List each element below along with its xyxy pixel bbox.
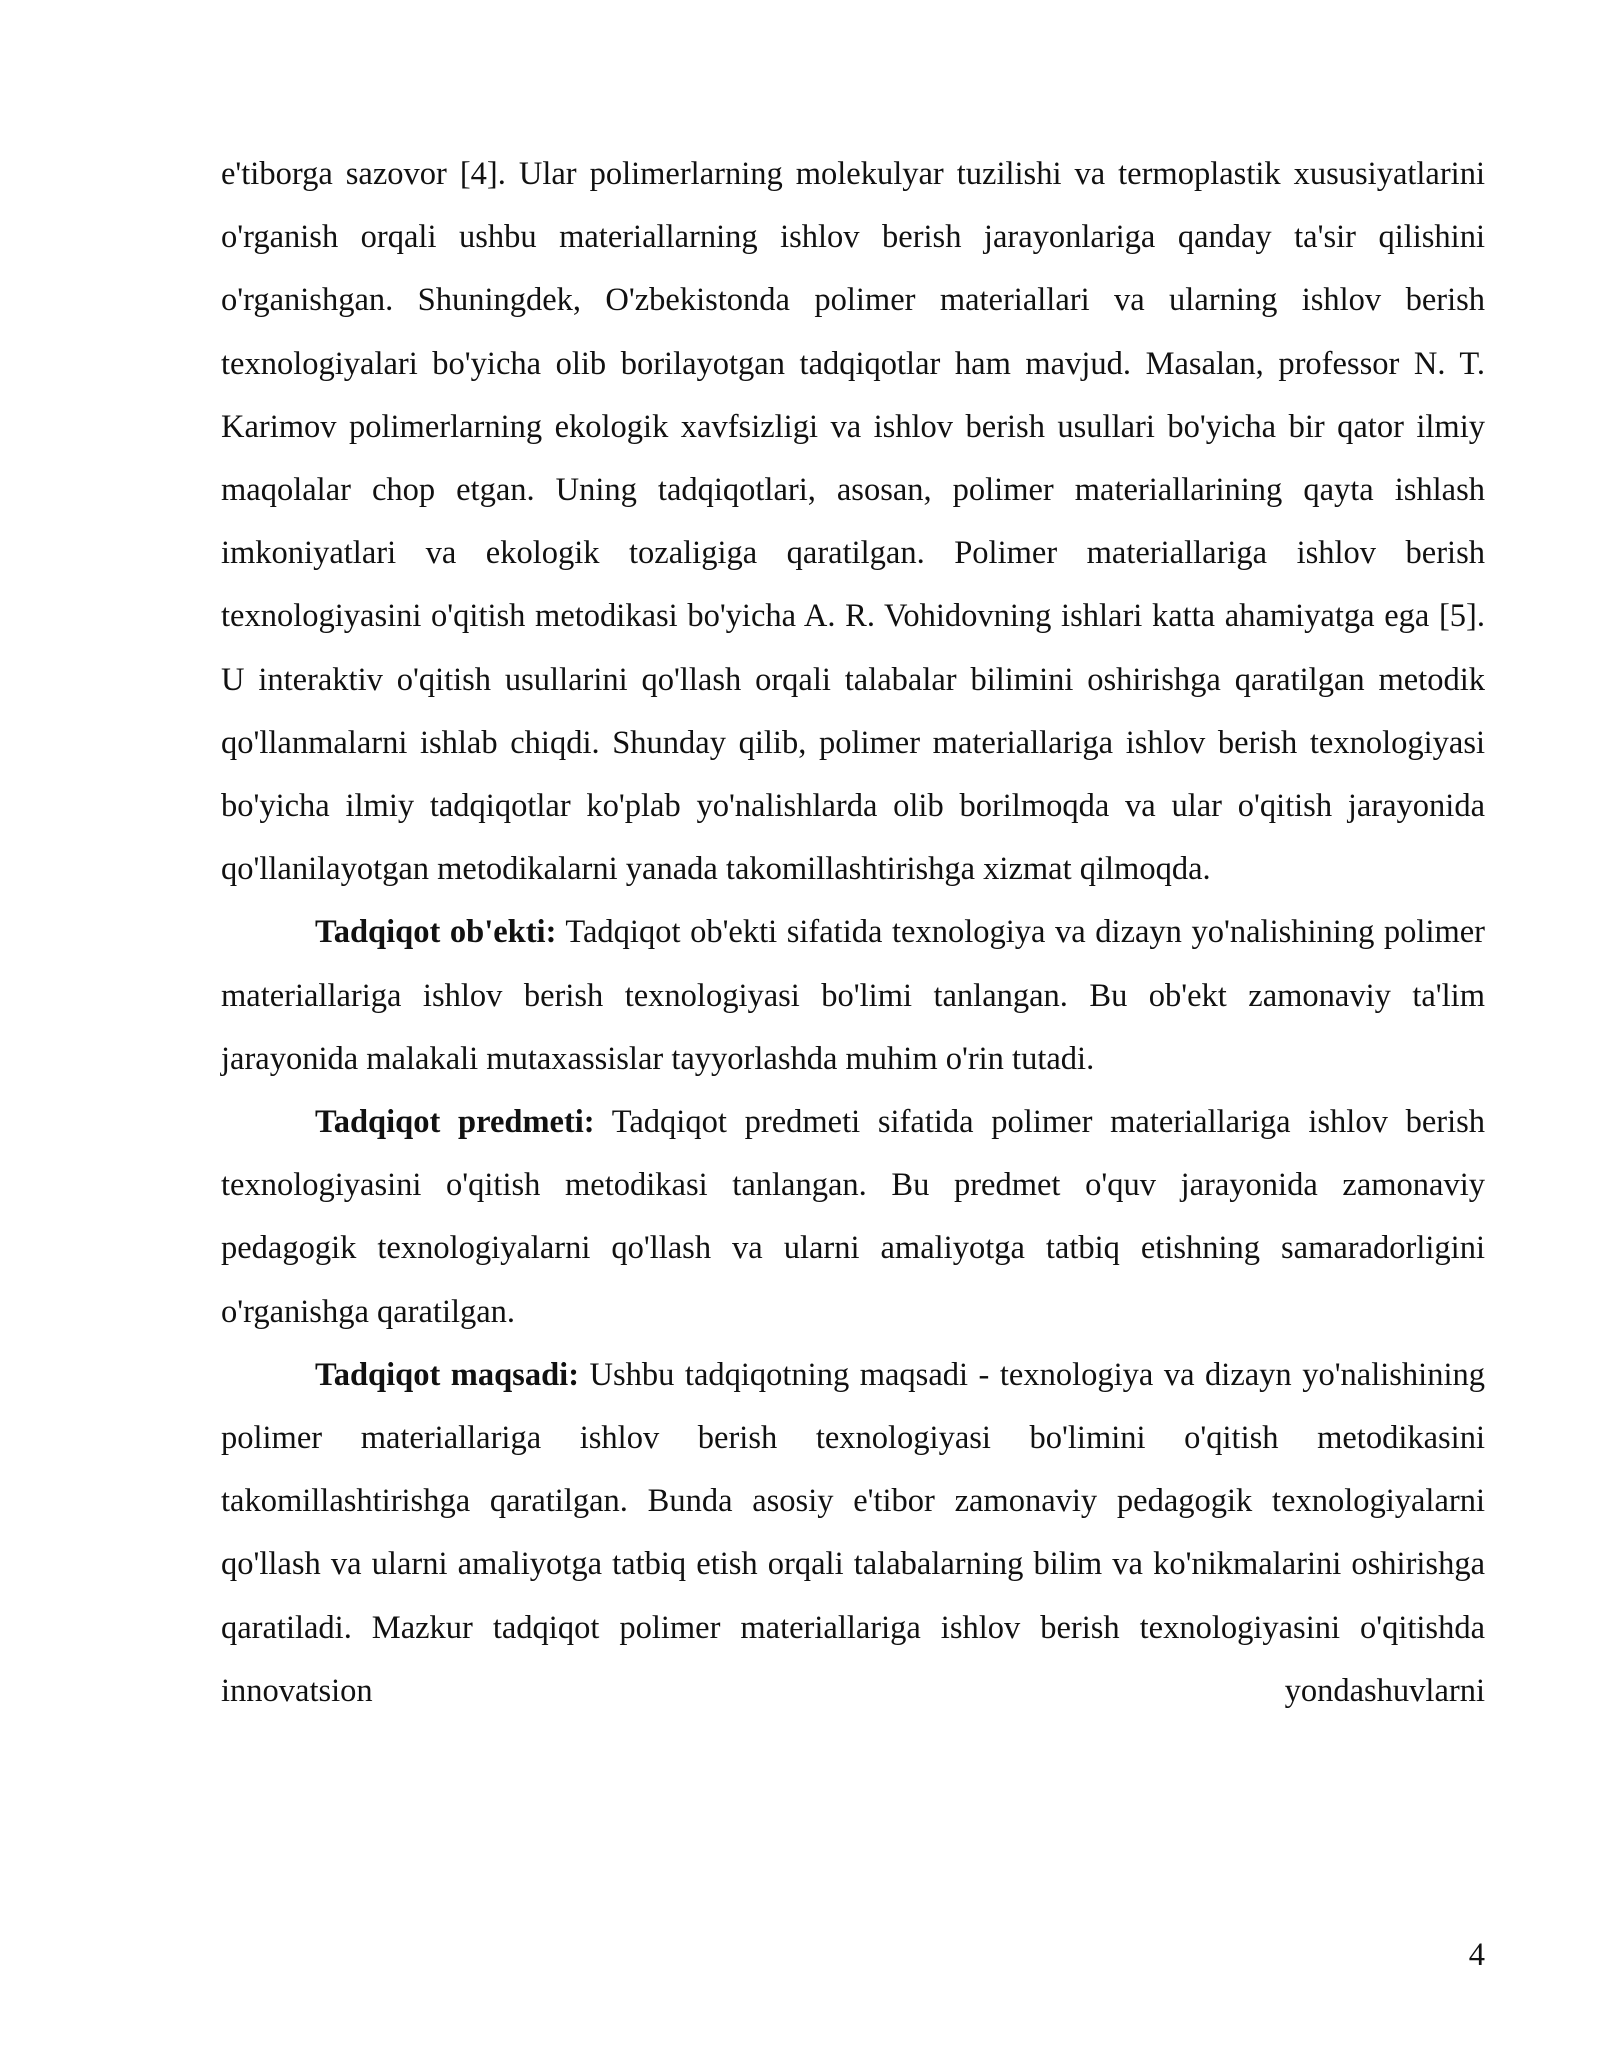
body-text [221,143,1485,1723]
research-aim-text: Ushbu tadqiqotning maqsadi - texnologiya va dizayn yo'nalishining polimer materiallariga ishlov berish texnologiyasi bo'limini o'qitish metodikasini takomillashtirishga qaratilgan. Bunda asosiy e'tibor zamonaviy pedagogik texnologiyalarni qo'llash va ularni amaliyotga tatbiq etish orqali talabalarning bilim va ko'nikmalarini oshirishga qaratiladi. Mazkur tadqiqot polimer materiallariga ishlov berish texnologiyasini o'qitishda innovatsion yondashuvlarni [221,1356,1485,1709]
research-subject-heading: Tadqiqot predmeti: [315,1104,595,1141]
paragraph-research-subject [221,1091,1485,1344]
research-object-heading: Tadqiqot ob'ekti: [315,914,557,951]
research-object-text: Tadqiqot ob'ekti sifatida texnologiya va dizayn yo'nalishining polimer materiallariga ishlov berish texnologiyasi bo'limi tanlangan. Bu ob'ekt zamonaviy ta'lim jarayonida malakali mutaxassislar tayyorlashda muhim o'rin tutadi. [221,914,1485,1077]
page-number: 4 [1468,1937,1485,1973]
paragraph-literature-review: e'tiborga sazovor [4]. Ular polimerlarning molekulyar tuzilishi va termoplastik xususiyatlarini o'rganish orqali ushbu materiallarning ishlov berish jarayonlariga qanday ta'sir qilishini o'rganishgan. Shuningdek, O'zbekistonda polimer materiallari va ularning ishlov berish texnologiyalari bo'yicha olib borilayotgan tadqiqotlar ham mavjud. Masalan, professor N. T. Karimov polimerlarning ekologik xavfsizligi va ishlov berish usullari bo'yicha bir qator ilmiy maqolalar chop etgan. Uning tadqiqotlari, asosan, polimer materiallarining qayta ishlash imkoniyatlari va ekologik tozaligiga qaratilgan. Polimer materiallariga ishlov berish texnologiyasini o'qitish metodikasi bo'yicha A. R. Vohidovning ishlari katta ahamiyatga ega [5]. U interaktiv o'qitish usullarini qo'llash orqali talabalar bilimini oshirishga qaratilgan metodik qo'llanmalarni ishlab chiqdi. Shunday qilib, polimer materiallariga ishlov berish texnologiyasi bo'yicha ilmiy tadqiqotlar ko'plab yo'nalishlarda olib borilmoqda va ular o'qitish jarayonida qo'llanilayotgan metodikalarni yanada takomillashtirishga xizmat qilmoqda. [221,156,1485,888]
research-subject-text: Tadqiqot predmeti sifatida polimer materiallariga ishlov berish texnologiyasini o'qitish metodikasi tanlangan. Bu predmet o'quv jarayonida zamonaviy pedagogik texnologiyalarni qo'llash va ularni amaliyotga tatbiq etishning samaradorligini o'rganishga qaratilgan. [221,1104,1485,1330]
research-aim-heading: Tadqiqot maqsadi: [315,1356,580,1393]
paragraph-research-object [221,901,1485,1091]
paragraph-research-aim [221,1344,1485,1723]
